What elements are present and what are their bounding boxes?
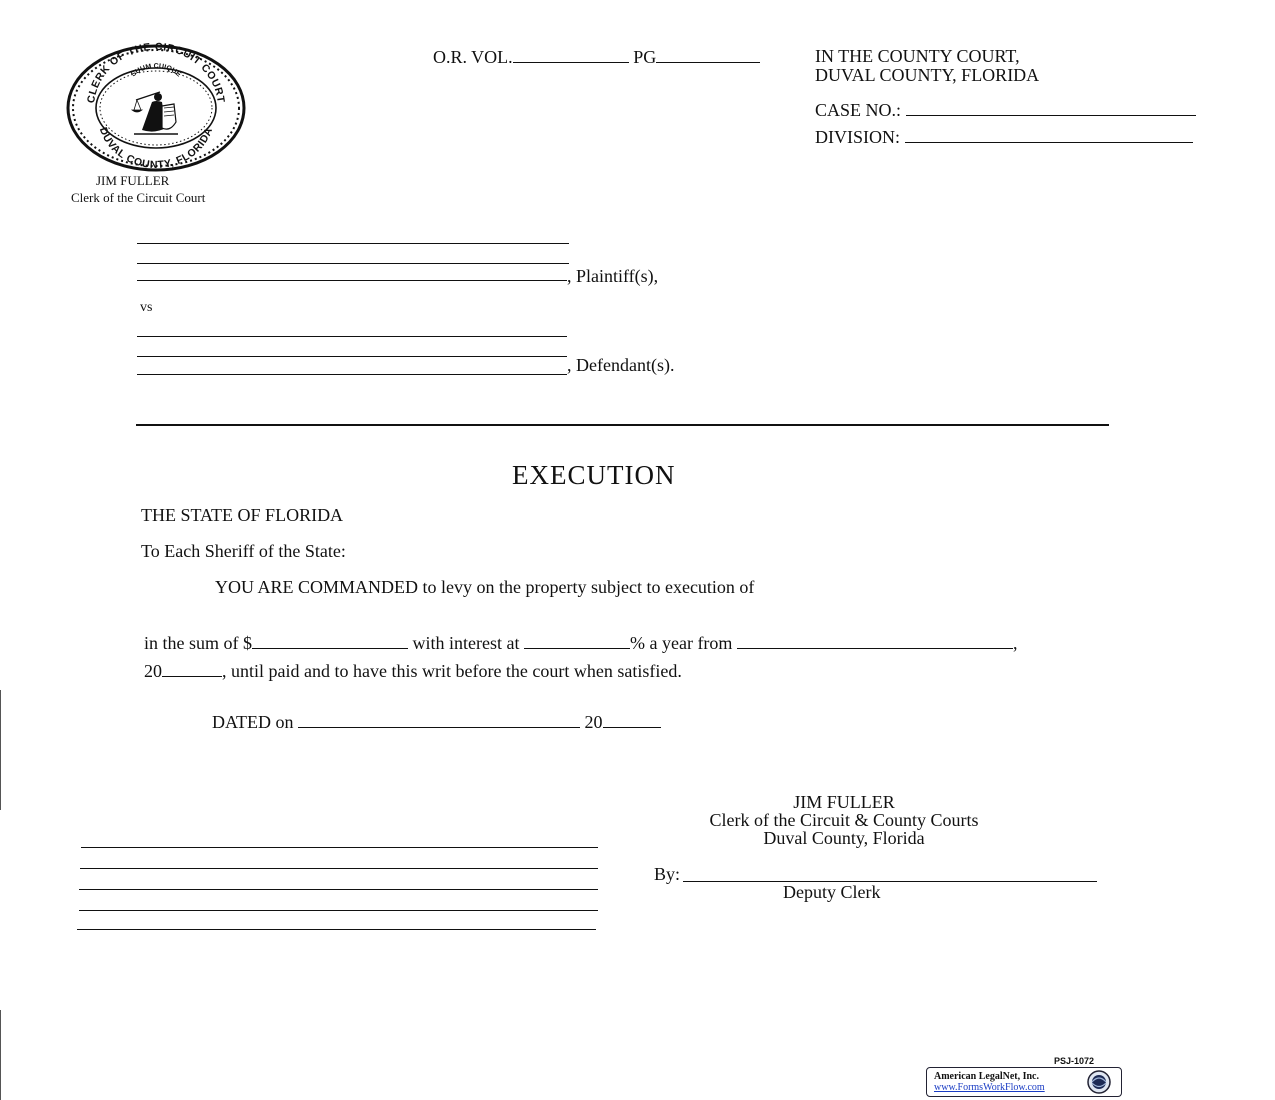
plaintiff-line-3[interactable] bbox=[137, 280, 567, 281]
dated-line bbox=[212, 711, 661, 733]
dated-year-prefix: 20 bbox=[584, 712, 603, 732]
clerk-header-title: Clerk of the Circuit Court bbox=[71, 190, 206, 205]
year-prefix: 20 bbox=[144, 661, 162, 681]
interest-label: with interest at bbox=[412, 633, 520, 653]
court-line-2: DUVAL COUNTY, FLORIDA bbox=[815, 65, 1040, 85]
publisher-website[interactable]: www.FormsWorkFlow.com bbox=[934, 1082, 1045, 1093]
division-field[interactable] bbox=[905, 126, 1193, 143]
from-date-comma: , bbox=[1012, 633, 1018, 653]
until-paid-line bbox=[144, 660, 682, 682]
defendant-line-1[interactable] bbox=[137, 336, 567, 337]
dated-date-field[interactable] bbox=[298, 711, 580, 728]
scan-edge-mark bbox=[0, 690, 1, 810]
svg-text:DUVAL COUNTY, FLORIDA: DUVAL COUNTY, FLORIDA bbox=[96, 125, 216, 172]
court-seal bbox=[64, 42, 248, 172]
deputy-signature-line[interactable] bbox=[683, 881, 1097, 882]
publisher-name: American LegalNet, Inc. bbox=[934, 1071, 1039, 1082]
pg-blank[interactable] bbox=[656, 46, 760, 63]
dated-year-field[interactable] bbox=[603, 711, 661, 728]
plaintiff-label: , Plaintiff(s), bbox=[567, 266, 659, 286]
case-no-field[interactable] bbox=[906, 99, 1196, 116]
clerk-header-name: JIM FULLER bbox=[96, 173, 170, 188]
clerk-name: JIM FULLER bbox=[793, 792, 895, 812]
vs-label: vs bbox=[140, 300, 153, 315]
document-title: EXECUTION bbox=[512, 460, 676, 490]
globe-icon bbox=[1087, 1070, 1111, 1094]
scan-edge-mark-lower bbox=[0, 1010, 1, 1100]
year-field[interactable] bbox=[162, 660, 222, 677]
dated-label: DATED on bbox=[212, 712, 294, 732]
publisher-badge[interactable] bbox=[926, 1067, 1122, 1097]
sum-amount-field[interactable] bbox=[252, 632, 408, 649]
sum-line bbox=[144, 632, 1017, 654]
or-vol-blank[interactable] bbox=[513, 46, 629, 63]
sum-prefix: in the sum of $ bbox=[144, 633, 252, 653]
caption-divider bbox=[136, 424, 1109, 426]
or-volume-line bbox=[433, 46, 760, 68]
svg-text:CLERK OF THE CIRCUIT COURT: CLERK OF THE CIRCUIT COURT bbox=[85, 42, 227, 104]
address-line-4[interactable] bbox=[79, 910, 598, 911]
case-no-row bbox=[815, 99, 1196, 121]
to-sheriff-line: To Each Sheriff of the State: bbox=[141, 541, 346, 561]
address-line-2[interactable] bbox=[80, 868, 598, 869]
defendant-label: , Defendant(s). bbox=[567, 355, 675, 375]
from-date-field[interactable] bbox=[737, 632, 1013, 649]
address-line-3[interactable] bbox=[79, 889, 598, 890]
by-label: By: bbox=[654, 864, 681, 884]
year-from-label: % a year from bbox=[629, 633, 733, 653]
command-lead: YOU ARE COMMANDED bbox=[215, 577, 419, 597]
defendant-line-2[interactable] bbox=[137, 356, 567, 357]
defendant-line-3[interactable] bbox=[137, 374, 567, 375]
deputy-clerk-label: Deputy Clerk bbox=[783, 882, 881, 902]
clerk-signature-block bbox=[674, 793, 1014, 847]
or-vol-label: O.R. VOL. bbox=[433, 47, 513, 67]
svg-text:SUUM CUIQUE: SUUM CUIQUE bbox=[129, 62, 183, 79]
address-line-5[interactable] bbox=[77, 929, 596, 930]
address-line-1[interactable] bbox=[81, 847, 598, 848]
until-paid-text: , until paid and to have this writ before the court when satisfied. bbox=[222, 661, 682, 681]
case-no-label: CASE NO.: bbox=[815, 100, 902, 120]
form-code: PSJ-1072 bbox=[1054, 1056, 1095, 1066]
command-line bbox=[215, 577, 754, 598]
plaintiff-line-1[interactable] bbox=[137, 243, 569, 244]
court-line-1: IN THE COUNTY COURT, bbox=[815, 46, 1020, 66]
clerk-title: Clerk of the Circuit & County Courts bbox=[709, 810, 979, 830]
interest-rate-field[interactable] bbox=[524, 632, 630, 649]
division-label: DIVISION: bbox=[815, 127, 900, 147]
pg-label: PG bbox=[633, 47, 657, 67]
seal-graphic bbox=[64, 42, 248, 172]
state-line: THE STATE OF FLORIDA bbox=[141, 505, 344, 525]
command-rest: to levy on the property subject to execution of bbox=[418, 577, 755, 597]
clerk-county: Duval County, Florida bbox=[763, 828, 925, 848]
plaintiff-line-2[interactable] bbox=[137, 263, 569, 264]
division-row bbox=[815, 126, 1193, 148]
